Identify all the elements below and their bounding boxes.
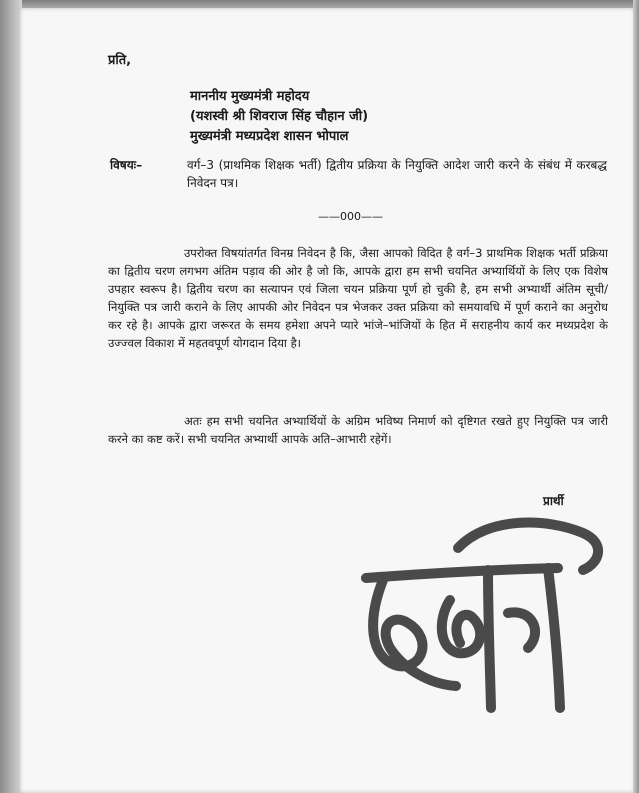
signature-dots: · · · [550, 518, 566, 529]
subject-label: विषयः– [110, 158, 143, 172]
separator: ——000—— [318, 210, 383, 223]
addressee-line-2: (यशस्वी श्री शिवराज सिंह चौहान जी) [190, 109, 369, 124]
handwritten-signature [338, 508, 628, 728]
addressee-line-3: मुख्यमंत्री मध्यप्रदेश शासन भोपाल [190, 129, 349, 144]
salutation: प्रति, [108, 53, 132, 68]
addressee-line-1: माननीय मुख्यमंत्री महोदय [190, 89, 310, 104]
photo-right-edge [633, 0, 639, 793]
letter-page [18, 8, 633, 793]
body-paragraph-1: उपरोक्त विषयांतर्गत विनम्र निवेदन है कि, जैसा आपको विदित है वर्ग–3 प्राथमिक शिक्षक भर्ती प्रक्रिया का द्वितीय चरण लगभग अंतिम पड़ाव की ओर है जो कि, आपके द्वारा हम सभी चयनित अभ्यार्थियों के लिए एक विशेष उपहार स्वरूप है। द्वितीय चरण का सत्यापन एवं जिला चयन प्रक्रिया पूर्ण हो चुकी है, हम सभी अभ्यार्थी अंतिम सूची/नियुक्ति पत्र जारी कराने के लिए आपकी ओर निवेदन पत्र भेजकर उक्त प्रक्रिया को समयावधि में पूर्ण कराने का अनुरोध कर रहे है। आपके द्वारा जरूरत के समय हमेशा अपने प्यारे भांजे–भांजियों के हित में सराहनीय कार्य कर मध्यप्रदेश के उज्ज्वल विकाश में महतवपूर्ण योगदान दिया है। [108, 246, 608, 350]
closing: प्रार्थी [543, 494, 564, 508]
subject-text: वर्ग–3 (प्राथमिक शिक्षक भर्ती) द्वितीय प्रक्रिया के नियुक्ति आदेश जारी करने के संबंध में करबद्ध निवेदन पत्र। [187, 158, 607, 190]
body-paragraph-2: अतः हम सभी चयनित अभ्यार्थियों के अग्रिम भविष्य निमार्ण को दृष्टिगत रखते हुए नियुक्ति पत्र जारी करने का कष्ट करें। सभी चयनित अभ्यार्थी आपके अति–आभारी रहेगें। [108, 414, 608, 446]
